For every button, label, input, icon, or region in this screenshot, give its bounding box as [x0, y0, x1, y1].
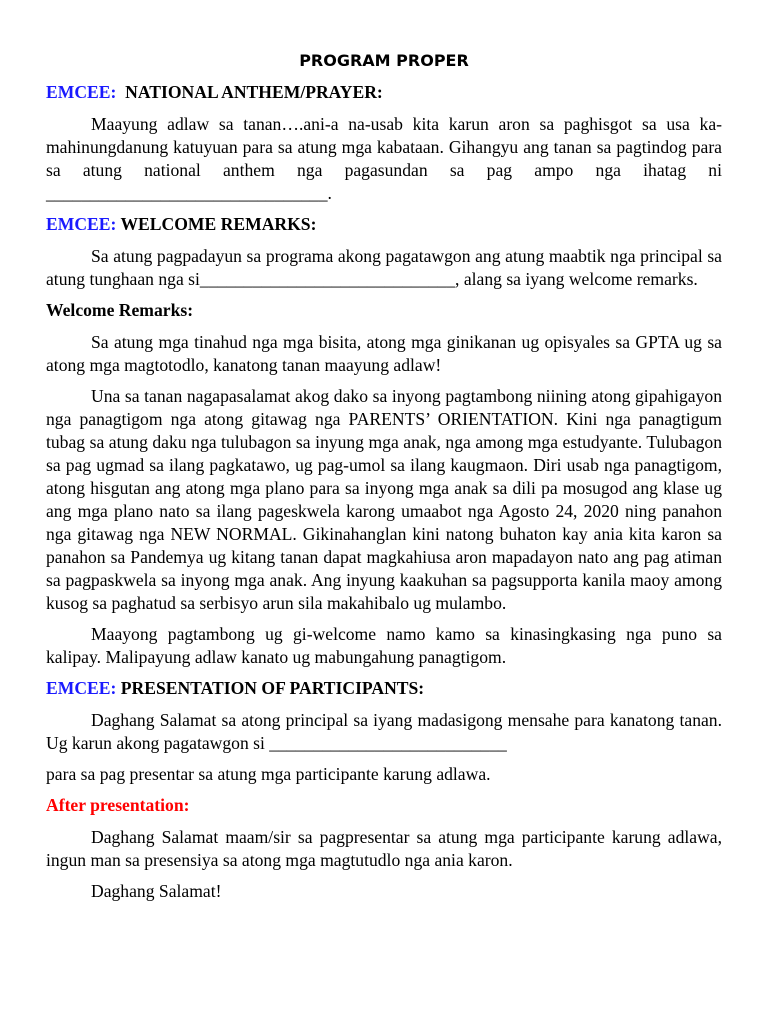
welcome-remarks-heading: Welcome Remarks:: [46, 300, 194, 320]
heading-text: PRESENTATION OF PARTICIPANTS:: [116, 678, 425, 698]
closing-line: Daghang Salamat!: [91, 881, 222, 901]
emcee-label: EMCEE:: [46, 82, 117, 102]
anthem-paragraph: Maayung adlaw sa tanan….ani-a na-usab kita karun aron sa paghisgot sa usa ka-mahinungdanung katuyuan para sa atung mga kabataan. Gihangyu ang tanan sa pagtindog para sa atung national anthem nga pagasundan sa pag ampo nga ihatag ni ________________________________.: [46, 114, 722, 203]
emcee-label: EMCEE:: [46, 214, 117, 234]
section-heading-presentation: [46, 677, 722, 700]
page-title: PROGRAM PROPER: [299, 51, 469, 70]
heading-text: WELCOME REMARKS:: [116, 214, 317, 234]
welcome-intro-paragraph: Sa atung pagpadayun sa programa akong pagatawgon ang atung maabtik nga principal sa atung tunghaan nga si_____________________________, alang sa iyang welcome remarks.: [46, 246, 722, 289]
section-heading-welcome: [46, 213, 722, 236]
section-heading-anthem: [46, 81, 722, 104]
heading-text: NATIONAL ANTHEM/PRAYER:: [116, 82, 383, 102]
after-presentation-paragraph: Daghang Salamat maam/sir sa pagpresentar sa atung mga participante karung adlawa, ingun man sa presensiya sa atong mga magtutudlo nga ania karon.: [46, 827, 722, 870]
presentation-paragraph-continued: para sa pag presentar sa atung mga participante karung adlawa.: [46, 764, 491, 784]
welcome-paragraph-3: Maayong pagtambong ug gi-welcome namo kamo sa kinasingkasing nga puno sa kalipay. Malipayung adlaw kanato ug mabungahung panagtigom.: [46, 624, 722, 667]
after-presentation-heading: After presentation:: [46, 795, 190, 815]
welcome-paragraph-1: Sa atung mga tinahud nga mga bisita, atong mga ginikanan ug opisyales sa GPTA ug sa atong mga magtotodlo, kanatong tanan maayung adlaw!: [46, 332, 722, 375]
emcee-label: EMCEE:: [46, 678, 117, 698]
welcome-paragraph-2: Una sa tanan nagapasalamat akog dako sa inyong pagtambong niining atong gipahigayon nga panagtigom nga atong gitawag nga PARENTS’ ORIENTATION. Kini nga panagtigum tubag sa atung daku nga tulubagon sa inyung mga anak, nga among mga estudyante. Tulubagon sa pag ugmad sa ilang pagkatawo, ug pag-umol sa ilang kaugmaon. Diri usab nga panagtigom, atong hisgutan ang atong mga plano para sa inyong mga anak sa dili pa mosugod ang klase ug ang mga plano nato sa ilang pageskwela karong umaabot nga Agosto 24, 2020 ning panahon nga gitawag nga NEW NORMAL. Gikinahanglan kini natong buhaton kay ania kita karon sa panahon sa Pandemya ug kitang tanan dapat magkahiusa aron mapadayon nato ang pag atiman sa pagpaskwela sa inyong mga anak. Ang inyung kaakuhan sa pagsupporta kanila maoy among kusog sa paghatud sa serbisyo arun sila makahibalo ug mulambo.: [46, 386, 722, 613]
presentation-paragraph: Daghang Salamat sa atong principal sa iyang madasigong mensahe para kanatong tanan. Ug karun akong pagatawgon si ___________________________: [46, 710, 722, 753]
